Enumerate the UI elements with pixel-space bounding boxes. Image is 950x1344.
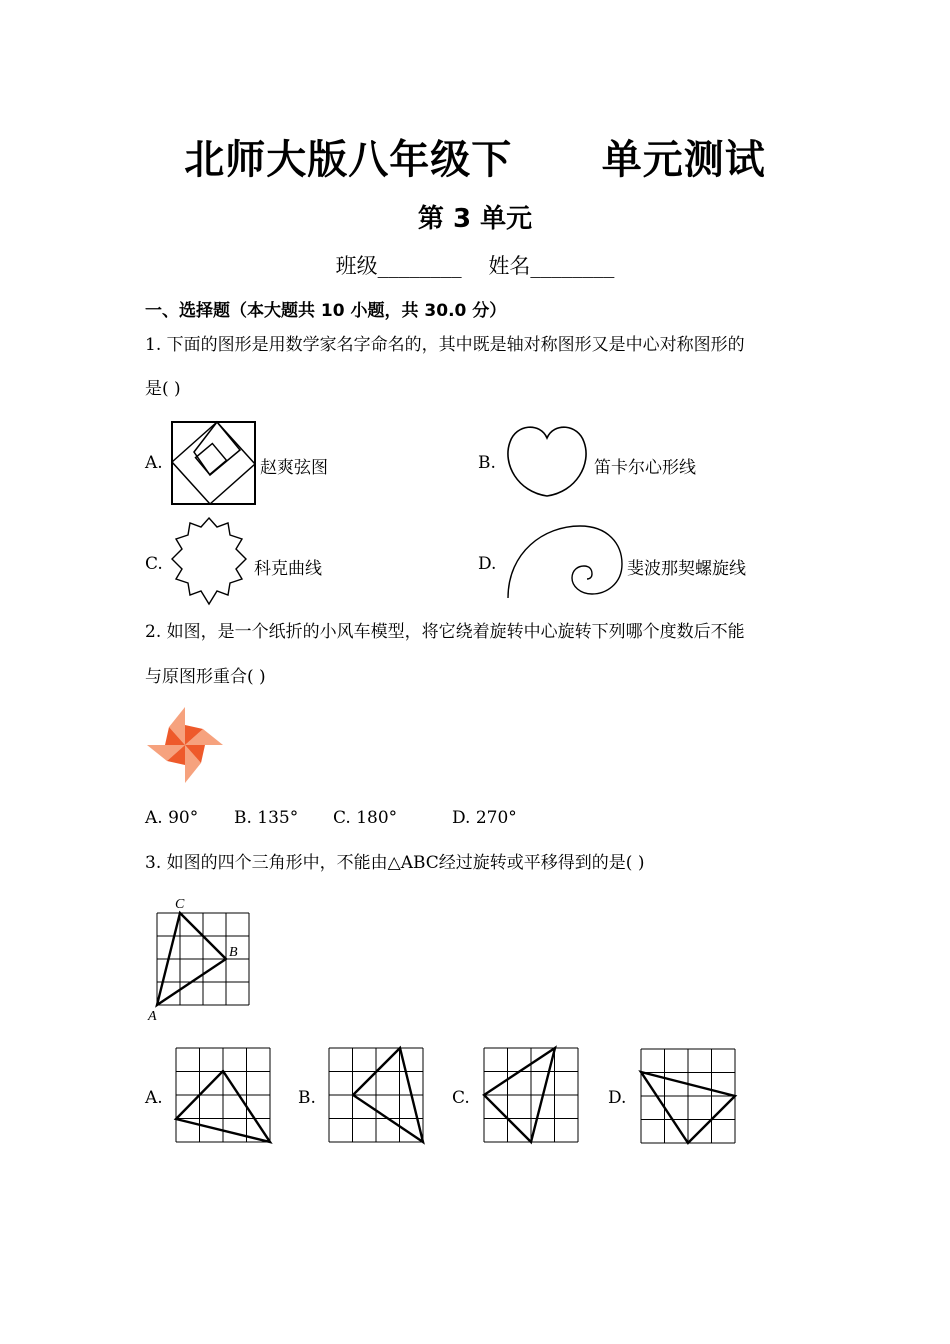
pinwheel-blade bbox=[147, 745, 185, 765]
page-title: 北师大版八年级下 单元测试 bbox=[184, 137, 766, 183]
grid-lines bbox=[484, 1048, 578, 1142]
q1-option-d-letter: D. bbox=[478, 554, 497, 574]
pinwheel-figure bbox=[143, 705, 227, 787]
vertex-label-c: C bbox=[175, 897, 185, 912]
q1-option-d-label: 斐波那契螺旋线 bbox=[627, 559, 746, 579]
abc-reference-grid bbox=[145, 893, 255, 1023]
question-1-line-2: 是( ) bbox=[145, 379, 181, 399]
zhao-shuang-figure bbox=[170, 420, 258, 506]
koch-snowflake-figure bbox=[166, 515, 252, 607]
q3-option-b: B. bbox=[298, 1088, 316, 1108]
pinwheel-blade bbox=[185, 725, 223, 745]
question-2-line-2: 与原图形重合( ) bbox=[145, 667, 266, 687]
question-2-line-1: 2. 如图，是一个纸折的小风车模型，将它绕着旋转中心旋转下列哪个度数后不能 bbox=[145, 622, 745, 642]
grid-lines bbox=[641, 1049, 735, 1143]
q3-option-d-grid bbox=[641, 1049, 736, 1145]
q3-option-c-grid bbox=[484, 1048, 579, 1144]
fibonacci-spiral-figure bbox=[504, 522, 624, 600]
pinwheel-blade bbox=[185, 745, 205, 783]
q3-option-d: D. bbox=[608, 1088, 627, 1108]
q1-option-c-label: 科克曲线 bbox=[254, 559, 322, 579]
vertex-label-b: B bbox=[229, 945, 238, 960]
q3-option-c: C. bbox=[452, 1088, 470, 1108]
q1-option-c-letter: C. bbox=[145, 554, 163, 574]
q1-option-a-label: 赵爽弦图 bbox=[260, 458, 328, 478]
q3-option-b-grid bbox=[329, 1048, 424, 1144]
q1-option-b-label: 笛卡尔心形线 bbox=[594, 458, 696, 478]
question-3-line-1: 3. 如图的四个三角形中，不能由△ABC经过旋转或平移得到的是( ) bbox=[145, 853, 645, 873]
grid-lines bbox=[176, 1048, 270, 1142]
vertex-label-a: A bbox=[148, 1009, 157, 1024]
q3-option-a-grid bbox=[176, 1048, 271, 1144]
grid-lines bbox=[329, 1048, 423, 1142]
section-heading: 一、选择题（本大题共 10 小题，共 30.0 分） bbox=[145, 301, 507, 321]
cardioid-figure bbox=[504, 420, 590, 500]
q3-option-a: A. bbox=[145, 1088, 163, 1108]
pinwheel-blade bbox=[165, 707, 185, 745]
q2-option-c: C. 180° bbox=[333, 808, 398, 828]
q2-option-b: B. 135° bbox=[234, 808, 299, 828]
q2-option-d: D. 270° bbox=[452, 808, 517, 828]
q1-option-a-letter: A. bbox=[145, 453, 163, 473]
unit-subtitle: 第 3 单元 bbox=[417, 204, 533, 234]
question-1-line-1: 1. 下面的图形是用数学家名字命名的，其中既是轴对称图形又是中心对称图形的 bbox=[145, 335, 745, 355]
class-name-line: 班级________ 姓名________ bbox=[335, 254, 615, 278]
q2-option-a: A. 90° bbox=[145, 808, 199, 828]
q1-option-b-letter: B. bbox=[478, 453, 496, 473]
